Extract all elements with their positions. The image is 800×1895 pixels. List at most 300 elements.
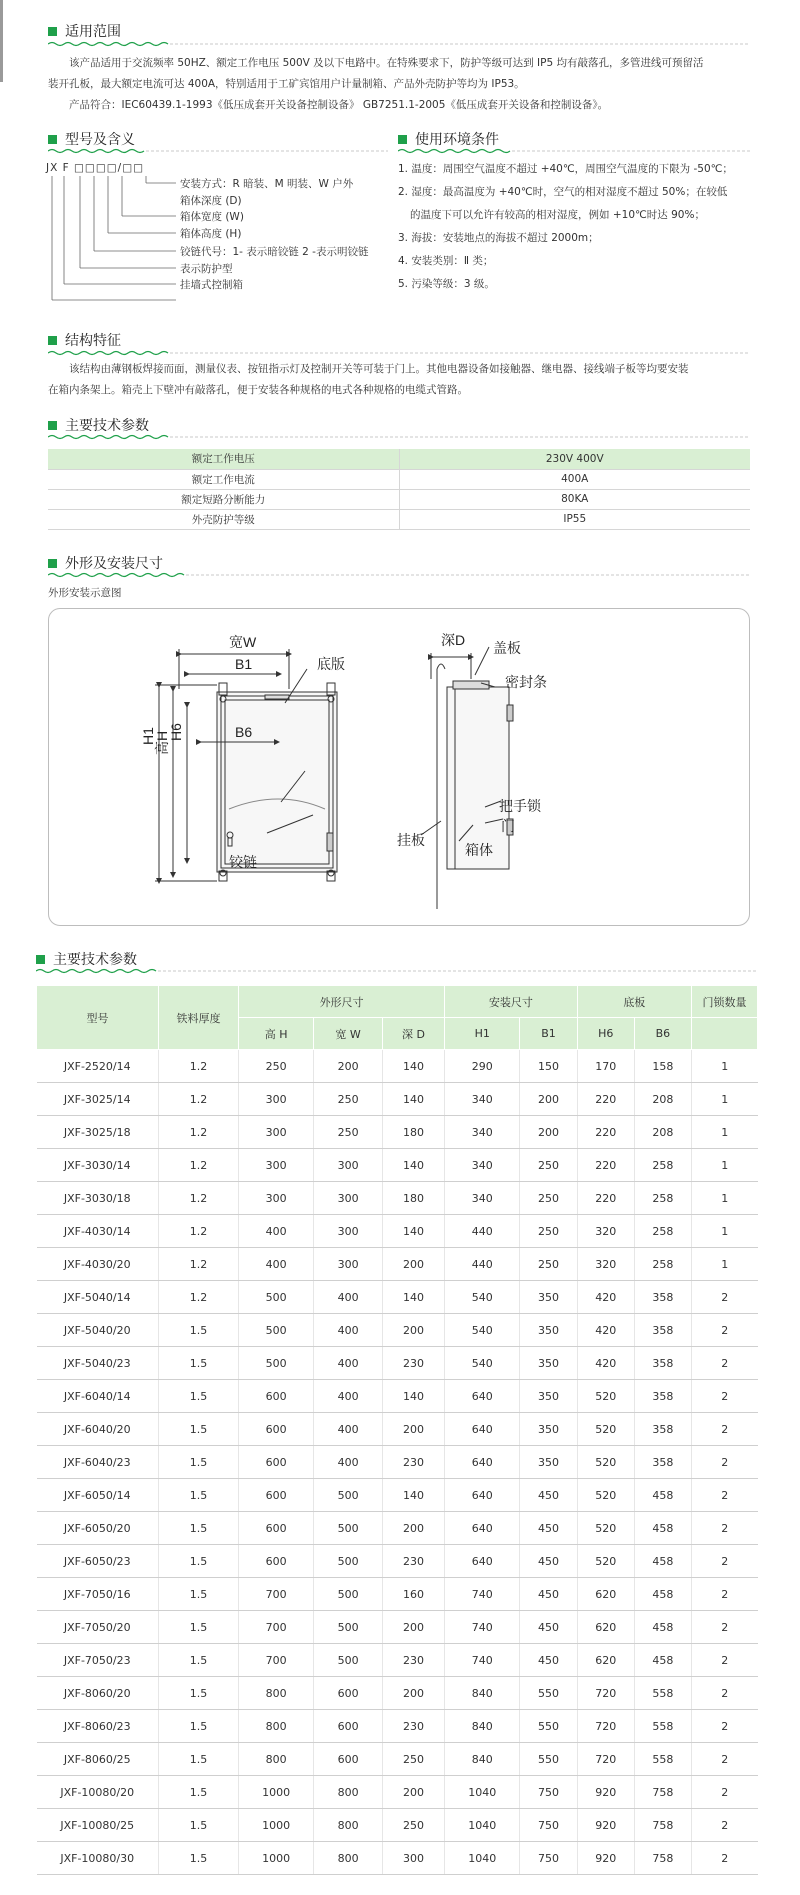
table-cell: 1.2 <box>159 1116 239 1149</box>
table-cell: 620 <box>577 1611 634 1644</box>
table-cell: 300 <box>239 1116 314 1149</box>
table-cell: 720 <box>577 1710 634 1743</box>
table-cell: 1 <box>692 1182 758 1215</box>
table-cell: 440 <box>445 1248 520 1281</box>
table-cell: 640 <box>445 1446 520 1479</box>
table-cell: 2 <box>692 1809 758 1842</box>
table-cell: 358 <box>634 1347 691 1380</box>
params-row <box>48 509 750 529</box>
table-cell: 2 <box>692 1743 758 1776</box>
th-h: 高 H <box>239 1018 314 1050</box>
table-cell: 558 <box>634 1743 691 1776</box>
table-cell: 400 <box>314 1413 383 1446</box>
th-h1: H1 <box>445 1018 520 1050</box>
table-cell: 250 <box>520 1182 577 1215</box>
th-w: 宽 W <box>314 1018 383 1050</box>
section-rule <box>48 148 388 154</box>
env-item: 1. 温度：周围空气温度不超过 +40℃，周围空气温度的下限为 -50℃； <box>398 163 733 175</box>
table-cell: JXF-7050/23 <box>37 1644 159 1677</box>
table-cell: 1.5 <box>159 1347 239 1380</box>
table-cell: 200 <box>382 1776 444 1809</box>
table-cell: 250 <box>520 1248 577 1281</box>
table-cell: 230 <box>382 1644 444 1677</box>
section-marker-icon <box>48 336 57 345</box>
table-cell: 2 <box>692 1644 758 1677</box>
table-cell: 500 <box>239 1347 314 1380</box>
table-cell: 520 <box>577 1446 634 1479</box>
table-cell: 740 <box>445 1644 520 1677</box>
section-rule <box>36 968 758 974</box>
table-cell: 140 <box>382 1479 444 1512</box>
table-cell: 450 <box>520 1545 577 1578</box>
table-cell: 500 <box>239 1281 314 1314</box>
table-cell: 258 <box>634 1248 691 1281</box>
table-cell: 258 <box>634 1182 691 1215</box>
table-cell: JXF-10080/20 <box>37 1776 159 1809</box>
table-cell: 500 <box>314 1545 383 1578</box>
drawing-caption: 外形安装示意图 <box>48 587 122 599</box>
outline-drawing-svg <box>49 609 751 927</box>
table-cell: 160 <box>382 1578 444 1611</box>
th-locks: 门锁数量 <box>692 986 758 1018</box>
table-cell: 600 <box>239 1380 314 1413</box>
table-cell: JXF-6040/14 <box>37 1380 159 1413</box>
table-cell: 1 <box>692 1116 758 1149</box>
table-cell: 1.2 <box>159 1050 239 1083</box>
params-label: 额定工作电压 <box>48 449 399 469</box>
table-cell: JXF-7050/20 <box>37 1611 159 1644</box>
table-cell: 1.5 <box>159 1710 239 1743</box>
env-item: 3. 海拔：安装地点的海拔不超过 2000m； <box>398 232 599 244</box>
table-cell: 400 <box>314 1281 383 1314</box>
table-cell: 400 <box>314 1347 383 1380</box>
table-cell: JXF-3030/14 <box>37 1149 159 1182</box>
params-value: IP55 <box>399 509 750 529</box>
table-cell: 840 <box>445 1677 520 1710</box>
table-row <box>37 1314 758 1347</box>
model-item: 铰链代号：1- 表示暗铰链 2 -表示明铰链 <box>180 246 369 258</box>
table-cell: 250 <box>382 1743 444 1776</box>
label-baseplate: 底版 <box>317 656 345 672</box>
scope-line: 该产品适用于交流频率 50HZ、额定工作电压 500V 及以下电路中。在特殊要求下，防护等级可达到 IP5 均有敲落孔，多管进线可预留活 <box>69 57 704 69</box>
table-cell: 600 <box>314 1677 383 1710</box>
table-cell: 200 <box>520 1083 577 1116</box>
table-cell: 500 <box>314 1611 383 1644</box>
table-cell: 220 <box>577 1083 634 1116</box>
table-cell: 1.5 <box>159 1809 239 1842</box>
table-cell: 400 <box>314 1446 383 1479</box>
table-cell: 1 <box>692 1050 758 1083</box>
params-label: 额定短路分断能力 <box>48 489 399 509</box>
table-cell: 800 <box>314 1809 383 1842</box>
section-marker-icon <box>48 421 57 430</box>
table-cell: JXF-4030/14 <box>37 1215 159 1248</box>
table-cell: 920 <box>577 1842 634 1875</box>
table-cell: 230 <box>382 1446 444 1479</box>
table-cell: 720 <box>577 1743 634 1776</box>
table-cell: 458 <box>634 1578 691 1611</box>
table-cell: 2 <box>692 1446 758 1479</box>
table-cell: 420 <box>577 1347 634 1380</box>
table-cell: JXF-5040/23 <box>37 1347 159 1380</box>
table-cell: 800 <box>239 1743 314 1776</box>
table-cell: JXF-3025/18 <box>37 1116 159 1149</box>
section-rule <box>48 41 750 47</box>
table-cell: 600 <box>239 1479 314 1512</box>
table-cell: 1040 <box>445 1809 520 1842</box>
table-cell: 200 <box>382 1413 444 1446</box>
table-cell: 800 <box>314 1776 383 1809</box>
table-cell: 1.2 <box>159 1149 239 1182</box>
table-cell: 2 <box>692 1578 758 1611</box>
section-marker-icon <box>48 559 57 568</box>
section-marker-icon <box>36 955 45 964</box>
table-cell: 458 <box>634 1644 691 1677</box>
table-row <box>37 1182 758 1215</box>
model-item: 挂墙式控制箱 <box>180 279 243 291</box>
table-cell: 2 <box>692 1776 758 1809</box>
table-cell: JXF-6050/14 <box>37 1479 159 1512</box>
table-cell: 230 <box>382 1347 444 1380</box>
table-cell: 640 <box>445 1479 520 1512</box>
table-cell: 140 <box>382 1380 444 1413</box>
section-marker-icon <box>48 27 57 36</box>
params-value: 230V 400V <box>399 449 750 469</box>
table-cell: 640 <box>445 1380 520 1413</box>
table-cell: 200 <box>520 1116 577 1149</box>
table-cell: 220 <box>577 1116 634 1149</box>
structure-line: 该结构由薄钢板焊接而面，测量仪表、按钮指示灯及控制开关等可装于门上。其他电器设备如接触器、继电器、接线端子板等均要安装 <box>69 363 689 375</box>
table-cell: 140 <box>382 1083 444 1116</box>
label-height: 高H <box>154 730 170 755</box>
table-cell: 1.5 <box>159 1677 239 1710</box>
table-cell: 1.5 <box>159 1314 239 1347</box>
params-value: 80KA <box>399 489 750 509</box>
table-cell: 230 <box>382 1710 444 1743</box>
label-hinge: 铰链 <box>229 854 257 870</box>
label-width: 宽W <box>229 634 257 650</box>
section-title-env <box>398 129 499 149</box>
table-cell: 400 <box>314 1314 383 1347</box>
table-row <box>37 1611 758 1644</box>
outline-drawing <box>48 608 750 926</box>
label-door: 门 <box>501 818 515 834</box>
table-cell: 800 <box>239 1677 314 1710</box>
table-cell: 600 <box>239 1413 314 1446</box>
table-row <box>37 1743 758 1776</box>
table-cell: 600 <box>314 1710 383 1743</box>
table-row <box>37 1116 758 1149</box>
table-cell: 320 <box>577 1248 634 1281</box>
table-cell: 300 <box>239 1149 314 1182</box>
model-item: 箱体深度 (D) <box>180 195 242 207</box>
table-row <box>37 1842 758 1875</box>
table-cell: 420 <box>577 1281 634 1314</box>
table-cell: 2 <box>692 1347 758 1380</box>
table-cell: 300 <box>239 1182 314 1215</box>
section-title-text: 适用范围 <box>65 24 121 40</box>
params-value: 400A <box>399 469 750 489</box>
table-cell: 250 <box>314 1116 383 1149</box>
section-title-params2 <box>36 949 137 969</box>
table-cell: JXF-8060/25 <box>37 1743 159 1776</box>
table-cell: 1.5 <box>159 1380 239 1413</box>
table-cell: 700 <box>239 1611 314 1644</box>
dimension-table <box>36 985 758 1875</box>
table-row <box>37 1644 758 1677</box>
env-item: 的温度下可以允许有较高的相对湿度，例如 +10℃时达 90%； <box>410 209 705 221</box>
table-cell: 550 <box>520 1710 577 1743</box>
th-b6: B6 <box>634 1018 691 1050</box>
structure-paragraph <box>48 359 689 401</box>
table-cell: 700 <box>239 1578 314 1611</box>
table-cell: 140 <box>382 1050 444 1083</box>
table-cell: 1.2 <box>159 1248 239 1281</box>
table-cell: 1.5 <box>159 1446 239 1479</box>
table-cell: 1.5 <box>159 1776 239 1809</box>
table-cell: 150 <box>520 1050 577 1083</box>
table-cell: 350 <box>520 1413 577 1446</box>
table-cell: 1.2 <box>159 1281 239 1314</box>
section-title-text: 主要技术参数 <box>65 418 149 434</box>
table-cell: 200 <box>382 1512 444 1545</box>
table-cell: JXF-4030/20 <box>37 1248 159 1281</box>
table-cell: 800 <box>314 1842 383 1875</box>
table-row <box>37 1413 758 1446</box>
table-cell: 558 <box>634 1710 691 1743</box>
section-marker-icon <box>48 135 57 144</box>
table-cell: 758 <box>634 1776 691 1809</box>
table-cell: 258 <box>634 1149 691 1182</box>
table-cell: 350 <box>520 1314 577 1347</box>
table-cell: 208 <box>634 1083 691 1116</box>
scope-line: 装开孔板，最大额定电流可达 400A，特别适用于工矿宾馆用户计量制箱、产品外壳防护等均为 IP53。 <box>48 78 525 90</box>
table-cell: 350 <box>520 1281 577 1314</box>
table-cell: 640 <box>445 1545 520 1578</box>
scope-line: 产品符合：IEC60439.1-1993《低压成套开关设备控制设备》 GB7251.1-2005《低压成套开关设备和控制设备》。 <box>69 99 609 111</box>
section-title-text: 使用环境条件 <box>415 132 499 148</box>
th-h6: H6 <box>577 1018 634 1050</box>
table-cell: 458 <box>634 1545 691 1578</box>
table-cell: 358 <box>634 1446 691 1479</box>
table-cell: JXF-3030/18 <box>37 1182 159 1215</box>
table-cell: 500 <box>314 1479 383 1512</box>
table-cell: 170 <box>577 1050 634 1083</box>
table-cell: 500 <box>314 1578 383 1611</box>
table-cell: 2 <box>692 1512 758 1545</box>
table-cell: 500 <box>314 1644 383 1677</box>
label-cover: 盖板 <box>493 640 521 656</box>
table-cell: 1.5 <box>159 1644 239 1677</box>
params-row <box>48 469 750 489</box>
table-cell: 640 <box>445 1413 520 1446</box>
table-cell: 2 <box>692 1710 758 1743</box>
table-row <box>37 1215 758 1248</box>
scope-paragraph <box>48 53 703 116</box>
table-row <box>37 1578 758 1611</box>
table-cell: 558 <box>634 1677 691 1710</box>
params-label: 额定工作电流 <box>48 469 399 489</box>
table-cell: JXF-5040/20 <box>37 1314 159 1347</box>
env-conditions-list <box>398 158 733 296</box>
model-item: 表示防护型 <box>180 263 233 275</box>
table-cell: 600 <box>314 1743 383 1776</box>
table-cell: 290 <box>445 1050 520 1083</box>
th-d: 深 D <box>382 1018 444 1050</box>
table-cell: 758 <box>634 1809 691 1842</box>
section-rule <box>398 148 750 154</box>
table-cell: 2 <box>692 1380 758 1413</box>
table-row <box>37 1677 758 1710</box>
section-title-text: 型号及含义 <box>65 132 135 148</box>
table-row <box>37 1083 758 1116</box>
table-cell: 340 <box>445 1116 520 1149</box>
table-cell: 320 <box>577 1215 634 1248</box>
table-row <box>37 1479 758 1512</box>
table-cell: 920 <box>577 1776 634 1809</box>
table-cell: 550 <box>520 1743 577 1776</box>
table-cell: JXF-6040/23 <box>37 1446 159 1479</box>
table-cell: 400 <box>314 1380 383 1413</box>
section-title-dims <box>48 553 163 573</box>
table-cell: 200 <box>382 1248 444 1281</box>
table-cell: 520 <box>577 1512 634 1545</box>
label-hanger: 挂板 <box>397 832 425 848</box>
params-table <box>48 449 750 530</box>
table-cell: 250 <box>382 1809 444 1842</box>
table-cell: 2 <box>692 1479 758 1512</box>
table-cell: 800 <box>239 1710 314 1743</box>
table-cell: 2 <box>692 1413 758 1446</box>
env-item: 2. 湿度：最高温度为 +40℃时，空气的相对湿度不超过 50%；在较低 <box>398 186 728 198</box>
table-cell: 180 <box>382 1116 444 1149</box>
table-row <box>37 1248 758 1281</box>
table-cell: 250 <box>314 1083 383 1116</box>
table-row <box>37 1512 758 1545</box>
table-cell: 458 <box>634 1611 691 1644</box>
table-cell: 1000 <box>239 1842 314 1875</box>
table-cell: 2 <box>692 1281 758 1314</box>
table-cell: 400 <box>239 1215 314 1248</box>
table-cell: 230 <box>382 1545 444 1578</box>
label-seal: 密封条 <box>505 674 547 690</box>
table-cell: 600 <box>239 1446 314 1479</box>
table-cell: 640 <box>445 1512 520 1545</box>
section-marker-icon <box>398 135 407 144</box>
table-cell: 1000 <box>239 1809 314 1842</box>
table-cell: 300 <box>314 1149 383 1182</box>
table-cell: 1040 <box>445 1842 520 1875</box>
table-row <box>37 1347 758 1380</box>
table-row <box>37 1776 758 1809</box>
label-b1: B1 <box>235 656 253 672</box>
table-row <box>37 1809 758 1842</box>
params-row <box>48 449 750 469</box>
table-cell: 920 <box>577 1809 634 1842</box>
table-cell: 158 <box>634 1050 691 1083</box>
env-item: 4. 安装类别：Ⅱ 类； <box>398 255 494 267</box>
label-depth: 深D <box>441 632 466 648</box>
table-cell: 1.5 <box>159 1545 239 1578</box>
table-cell: 250 <box>239 1050 314 1083</box>
section-title-params <box>48 415 149 435</box>
table-cell: 1.5 <box>159 1743 239 1776</box>
table-cell: 200 <box>382 1611 444 1644</box>
table-cell: 2 <box>692 1611 758 1644</box>
table-cell: 620 <box>577 1644 634 1677</box>
th-thickness: 铁料厚度 <box>159 986 239 1050</box>
section-title-text: 结构特征 <box>65 333 121 349</box>
table-cell: 600 <box>239 1512 314 1545</box>
label-h6: H6 <box>168 723 184 741</box>
section-title-text: 外形及安装尺寸 <box>65 556 163 572</box>
table-cell: JXF-8060/23 <box>37 1710 159 1743</box>
table-cell: 358 <box>634 1281 691 1314</box>
model-item: 箱体宽度 (W) <box>180 211 244 223</box>
table-cell: JXF-10080/30 <box>37 1842 159 1875</box>
table-cell: 840 <box>445 1710 520 1743</box>
table-row <box>37 1281 758 1314</box>
table-cell: 740 <box>445 1611 520 1644</box>
table-cell: 450 <box>520 1512 577 1545</box>
model-item: 安装方式：R 暗装、M 明装、W 户外 <box>180 178 354 190</box>
table-cell: 440 <box>445 1215 520 1248</box>
table-cell: 300 <box>314 1182 383 1215</box>
table-row <box>37 1446 758 1479</box>
table-cell: 220 <box>577 1182 634 1215</box>
section-title-model <box>48 129 135 149</box>
table-cell: 140 <box>382 1281 444 1314</box>
table-cell: 2 <box>692 1677 758 1710</box>
table-cell: 458 <box>634 1512 691 1545</box>
table-cell: 340 <box>445 1149 520 1182</box>
table-cell: 250 <box>520 1215 577 1248</box>
table-cell: 358 <box>634 1413 691 1446</box>
table-cell: 540 <box>445 1281 520 1314</box>
table-cell: 750 <box>520 1776 577 1809</box>
label-h1: H1 <box>140 727 156 745</box>
table-cell: JXF-6050/23 <box>37 1545 159 1578</box>
table-cell: 1.5 <box>159 1512 239 1545</box>
table-cell: JXF-10080/25 <box>37 1809 159 1842</box>
table-cell: 450 <box>520 1611 577 1644</box>
th-model: 型号 <box>37 986 159 1050</box>
th-b1: B1 <box>520 1018 577 1050</box>
table-cell: 1 <box>692 1215 758 1248</box>
table-cell: 358 <box>634 1380 691 1413</box>
table-cell: 200 <box>382 1314 444 1347</box>
table-cell: 450 <box>520 1644 577 1677</box>
page-edge-bar <box>0 0 3 82</box>
table-cell: 340 <box>445 1182 520 1215</box>
table-cell: 1.5 <box>159 1578 239 1611</box>
label-box: 箱体 <box>465 842 493 858</box>
env-item: 5. 污染等级：3 级。 <box>398 278 495 290</box>
table-cell: 1.5 <box>159 1842 239 1875</box>
table-cell: 1.5 <box>159 1479 239 1512</box>
table-cell: JXF-6050/20 <box>37 1512 159 1545</box>
table-cell: 1040 <box>445 1776 520 1809</box>
table-cell: 350 <box>520 1446 577 1479</box>
table-cell: 550 <box>520 1677 577 1710</box>
table-cell: 1.2 <box>159 1215 239 1248</box>
table-cell: 300 <box>382 1842 444 1875</box>
table-cell: 358 <box>634 1314 691 1347</box>
table-cell: JXF-8060/20 <box>37 1677 159 1710</box>
table-cell: 750 <box>520 1809 577 1842</box>
table-cell: 1.5 <box>159 1611 239 1644</box>
table-cell: 500 <box>314 1512 383 1545</box>
